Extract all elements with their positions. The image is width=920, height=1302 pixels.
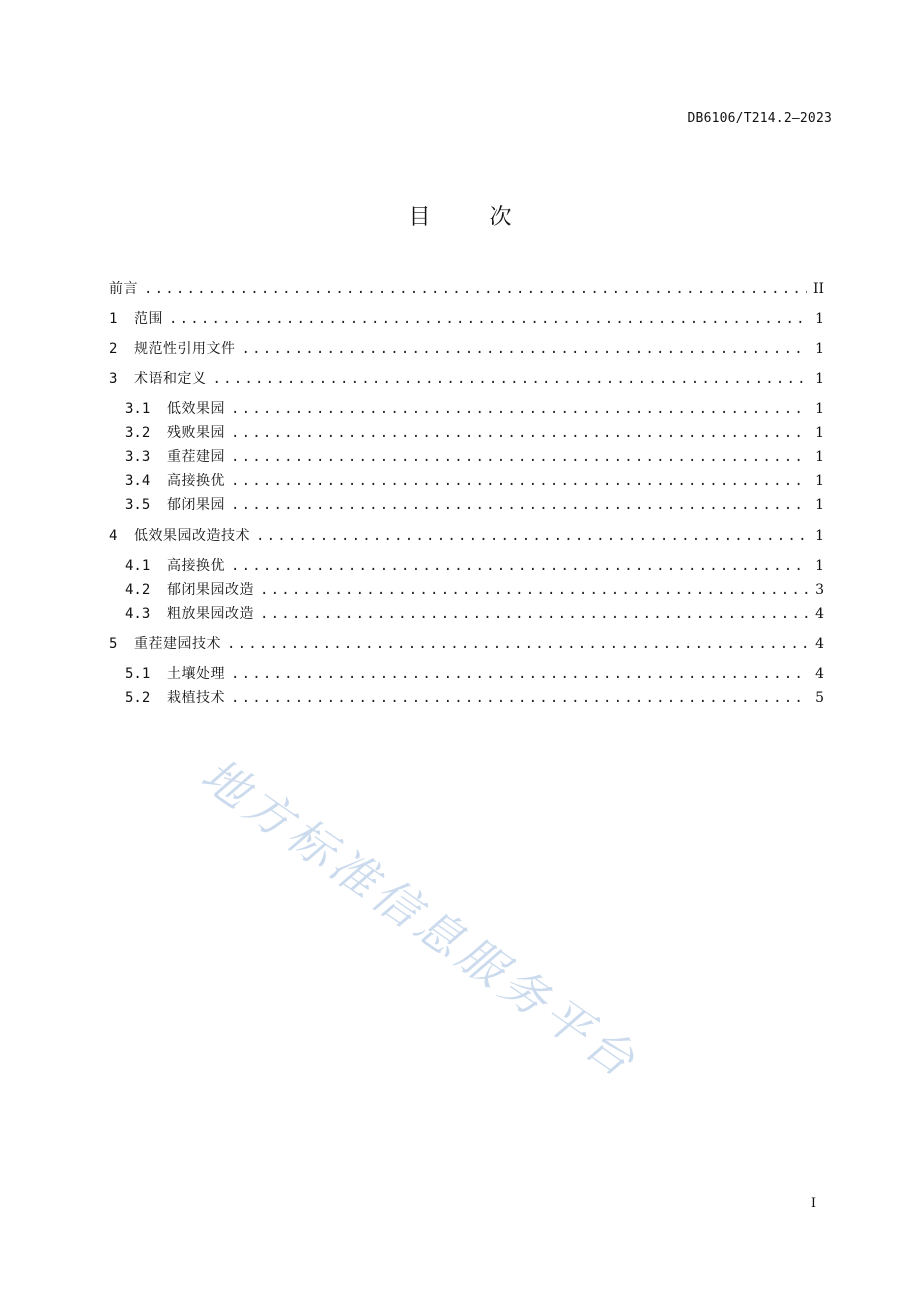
dot-leader [213, 371, 809, 387]
toc-entry-foreword[interactable] [109, 278, 824, 300]
toc-entry-label: 范围 [134, 311, 163, 327]
watermark: 地方标准信息服务平台 [191, 747, 649, 1090]
toc-entry-5-1[interactable] [125, 663, 824, 685]
dot-leader [242, 341, 809, 357]
toc-entry-page: II [812, 281, 824, 297]
dot-leader [231, 401, 808, 417]
toc-entry-4-1[interactable] [125, 555, 824, 577]
dot-leader [231, 449, 808, 465]
toc-entry-number: 1 [109, 311, 118, 327]
dot-leader [256, 528, 808, 544]
toc-entry-number: 4 [109, 528, 118, 544]
dot-leader [231, 425, 808, 441]
page-number: I [810, 1196, 816, 1211]
toc-entry-number: 5.1 [125, 666, 151, 682]
toc-entry-label: 低效果园 [167, 401, 225, 417]
toc-entry-page: 1 [815, 401, 824, 417]
toc-entry-page: 1 [815, 449, 824, 465]
toc-entry-label: 术语和定义 [134, 371, 207, 387]
toc-entry-page: 1 [815, 311, 824, 327]
toc-entry-page: 1 [815, 558, 824, 574]
toc-entry-number: 3.3 [125, 449, 151, 465]
dot-leader [231, 666, 808, 682]
toc-entry-page: 1 [815, 371, 824, 387]
toc-entry-5[interactable] [109, 633, 824, 655]
toc-entry-3[interactable] [109, 368, 824, 390]
toc-entry-number: 4.3 [125, 606, 151, 622]
toc-entry-4-2[interactable] [125, 579, 824, 601]
toc-entry-label: 重茬建园技术 [134, 636, 221, 652]
toc-entry-label: 栽植技术 [167, 690, 225, 706]
toc-entry-page: 1 [815, 341, 824, 357]
dot-leader [231, 690, 808, 706]
toc-entry-label: 高接换优 [167, 558, 225, 574]
toc-entry-number: 3.1 [125, 401, 151, 417]
toc-entry-3-3[interactable] [125, 446, 824, 468]
toc-entry-3-5[interactable] [125, 494, 824, 516]
toc-entry-page: 3 [815, 582, 824, 598]
toc-entry-page: 1 [815, 497, 824, 513]
dot-leader [169, 311, 808, 327]
toc-entry-4[interactable] [109, 525, 824, 547]
toc-entry-5-2[interactable] [125, 687, 824, 709]
toc-entry-label: 残败果园 [167, 425, 225, 441]
toc-entry-number: 3.2 [125, 425, 151, 441]
toc-entry-number: 3 [109, 371, 118, 387]
toc-entry-number: 2 [109, 341, 118, 357]
toc-entry-number: 5 [109, 636, 118, 652]
toc-entry-page: 4 [815, 636, 824, 652]
toc-entry-3-2[interactable] [125, 422, 824, 444]
toc-entry-number: 4.1 [125, 558, 151, 574]
toc-entry-label: 前言 [109, 281, 138, 297]
toc-entry-number: 3.4 [125, 473, 151, 489]
toc-entry-label: 高接换优 [167, 473, 225, 489]
toc-entry-label: 低效果园改造技术 [134, 528, 250, 544]
toc-entry-label: 重茬建园 [167, 449, 225, 465]
toc-entry-page: 1 [815, 528, 824, 544]
dot-leader [260, 606, 808, 622]
toc-entry-label: 郁闭果园 [167, 497, 225, 513]
toc-entry-label: 粗放果园改造 [167, 606, 254, 622]
dot-leader [231, 497, 808, 513]
toc-entry-number: 3.5 [125, 497, 151, 513]
toc-entry-4-3[interactable] [125, 603, 824, 625]
toc-entry-number: 4.2 [125, 582, 151, 598]
toc-entry-page: 4 [815, 666, 824, 682]
toc-entry-label: 郁闭果园改造 [167, 582, 254, 598]
dot-leader [231, 558, 808, 574]
dot-leader [231, 473, 808, 489]
toc-entry-2[interactable] [109, 338, 824, 360]
toc-entry-number: 5.2 [125, 690, 151, 706]
toc-title: 目 次 [408, 205, 538, 230]
toc-entry-1[interactable] [109, 308, 824, 330]
toc-entry-3-1[interactable] [125, 398, 824, 420]
toc-entry-page: 4 [815, 606, 824, 622]
dot-leader [227, 636, 808, 652]
toc-entry-page: 1 [815, 425, 824, 441]
document-code: DB6106/T214.2—2023 [687, 111, 832, 126]
dot-leader [260, 582, 808, 598]
toc-entry-page: 1 [815, 473, 824, 489]
toc-entry-label: 规范性引用文件 [134, 341, 236, 357]
toc-entry-3-4[interactable] [125, 470, 824, 492]
dot-leader [144, 281, 807, 297]
toc-entry-label: 土壤处理 [167, 666, 225, 682]
toc-entry-page: 5 [815, 690, 824, 706]
